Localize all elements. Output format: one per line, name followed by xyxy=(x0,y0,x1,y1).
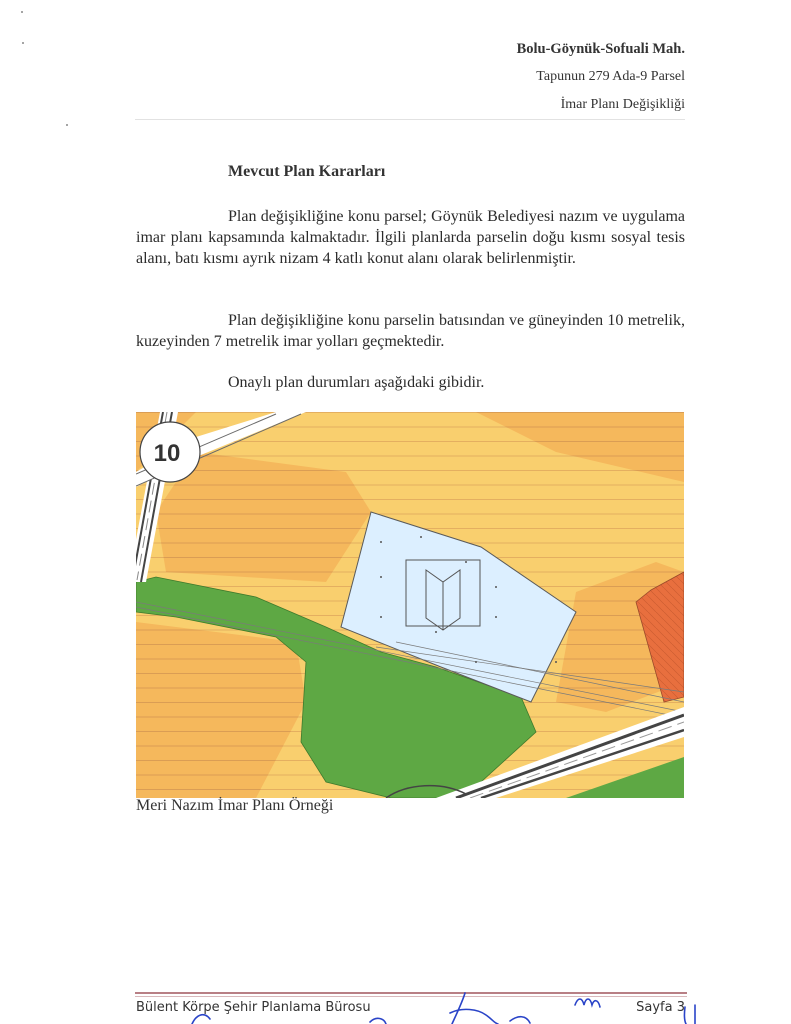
header-parcel: Tapunun 279 Ada-9 Parsel xyxy=(536,69,685,84)
footer-office-name: Bülent Körpe Şehir Planlama Bürosu xyxy=(136,1000,371,1015)
zoning-plan-map xyxy=(136,412,684,798)
paragraph-roads: Plan değişikliğine konu parselin batısından ve güneyinden 10 metrelik, kuzeyinden 7 metrelik imar yolları geçmektedir. xyxy=(136,312,685,350)
scan-speck xyxy=(21,11,23,13)
footer-page-number: Sayfa 3 xyxy=(636,1000,685,1015)
scan-speck xyxy=(22,42,24,44)
map-caption: Meri Nazım İmar Planı Örneği xyxy=(136,797,334,814)
svg-text:10: 10 xyxy=(153,440,181,467)
road-width-label xyxy=(140,422,200,482)
paragraph-plan-status: Plan değişikliğine konu parsel; Göynük Belediyesi nazım ve uygulama imar planı kapsamında kalmaktadır. İlgili planlarda parselin doğu kısmı sosyal tesis alanı, batı kısmı ayrık nizam 4 katlı konut alanı olarak belirlenmiştir. xyxy=(136,208,685,267)
header-subject: İmar Planı Değişikliği xyxy=(560,97,685,112)
header-location: Bolu-Göynük-Sofuali Mah. xyxy=(516,41,685,57)
section-title: Mevcut Plan Kararları xyxy=(228,163,386,180)
footer-divider xyxy=(135,992,687,994)
header-divider xyxy=(135,119,685,120)
paragraph-intro-map: Onaylı plan durumları aşağıdaki gibidir. xyxy=(228,374,485,391)
scan-speck xyxy=(66,124,68,126)
footer-divider-thin xyxy=(135,996,687,997)
